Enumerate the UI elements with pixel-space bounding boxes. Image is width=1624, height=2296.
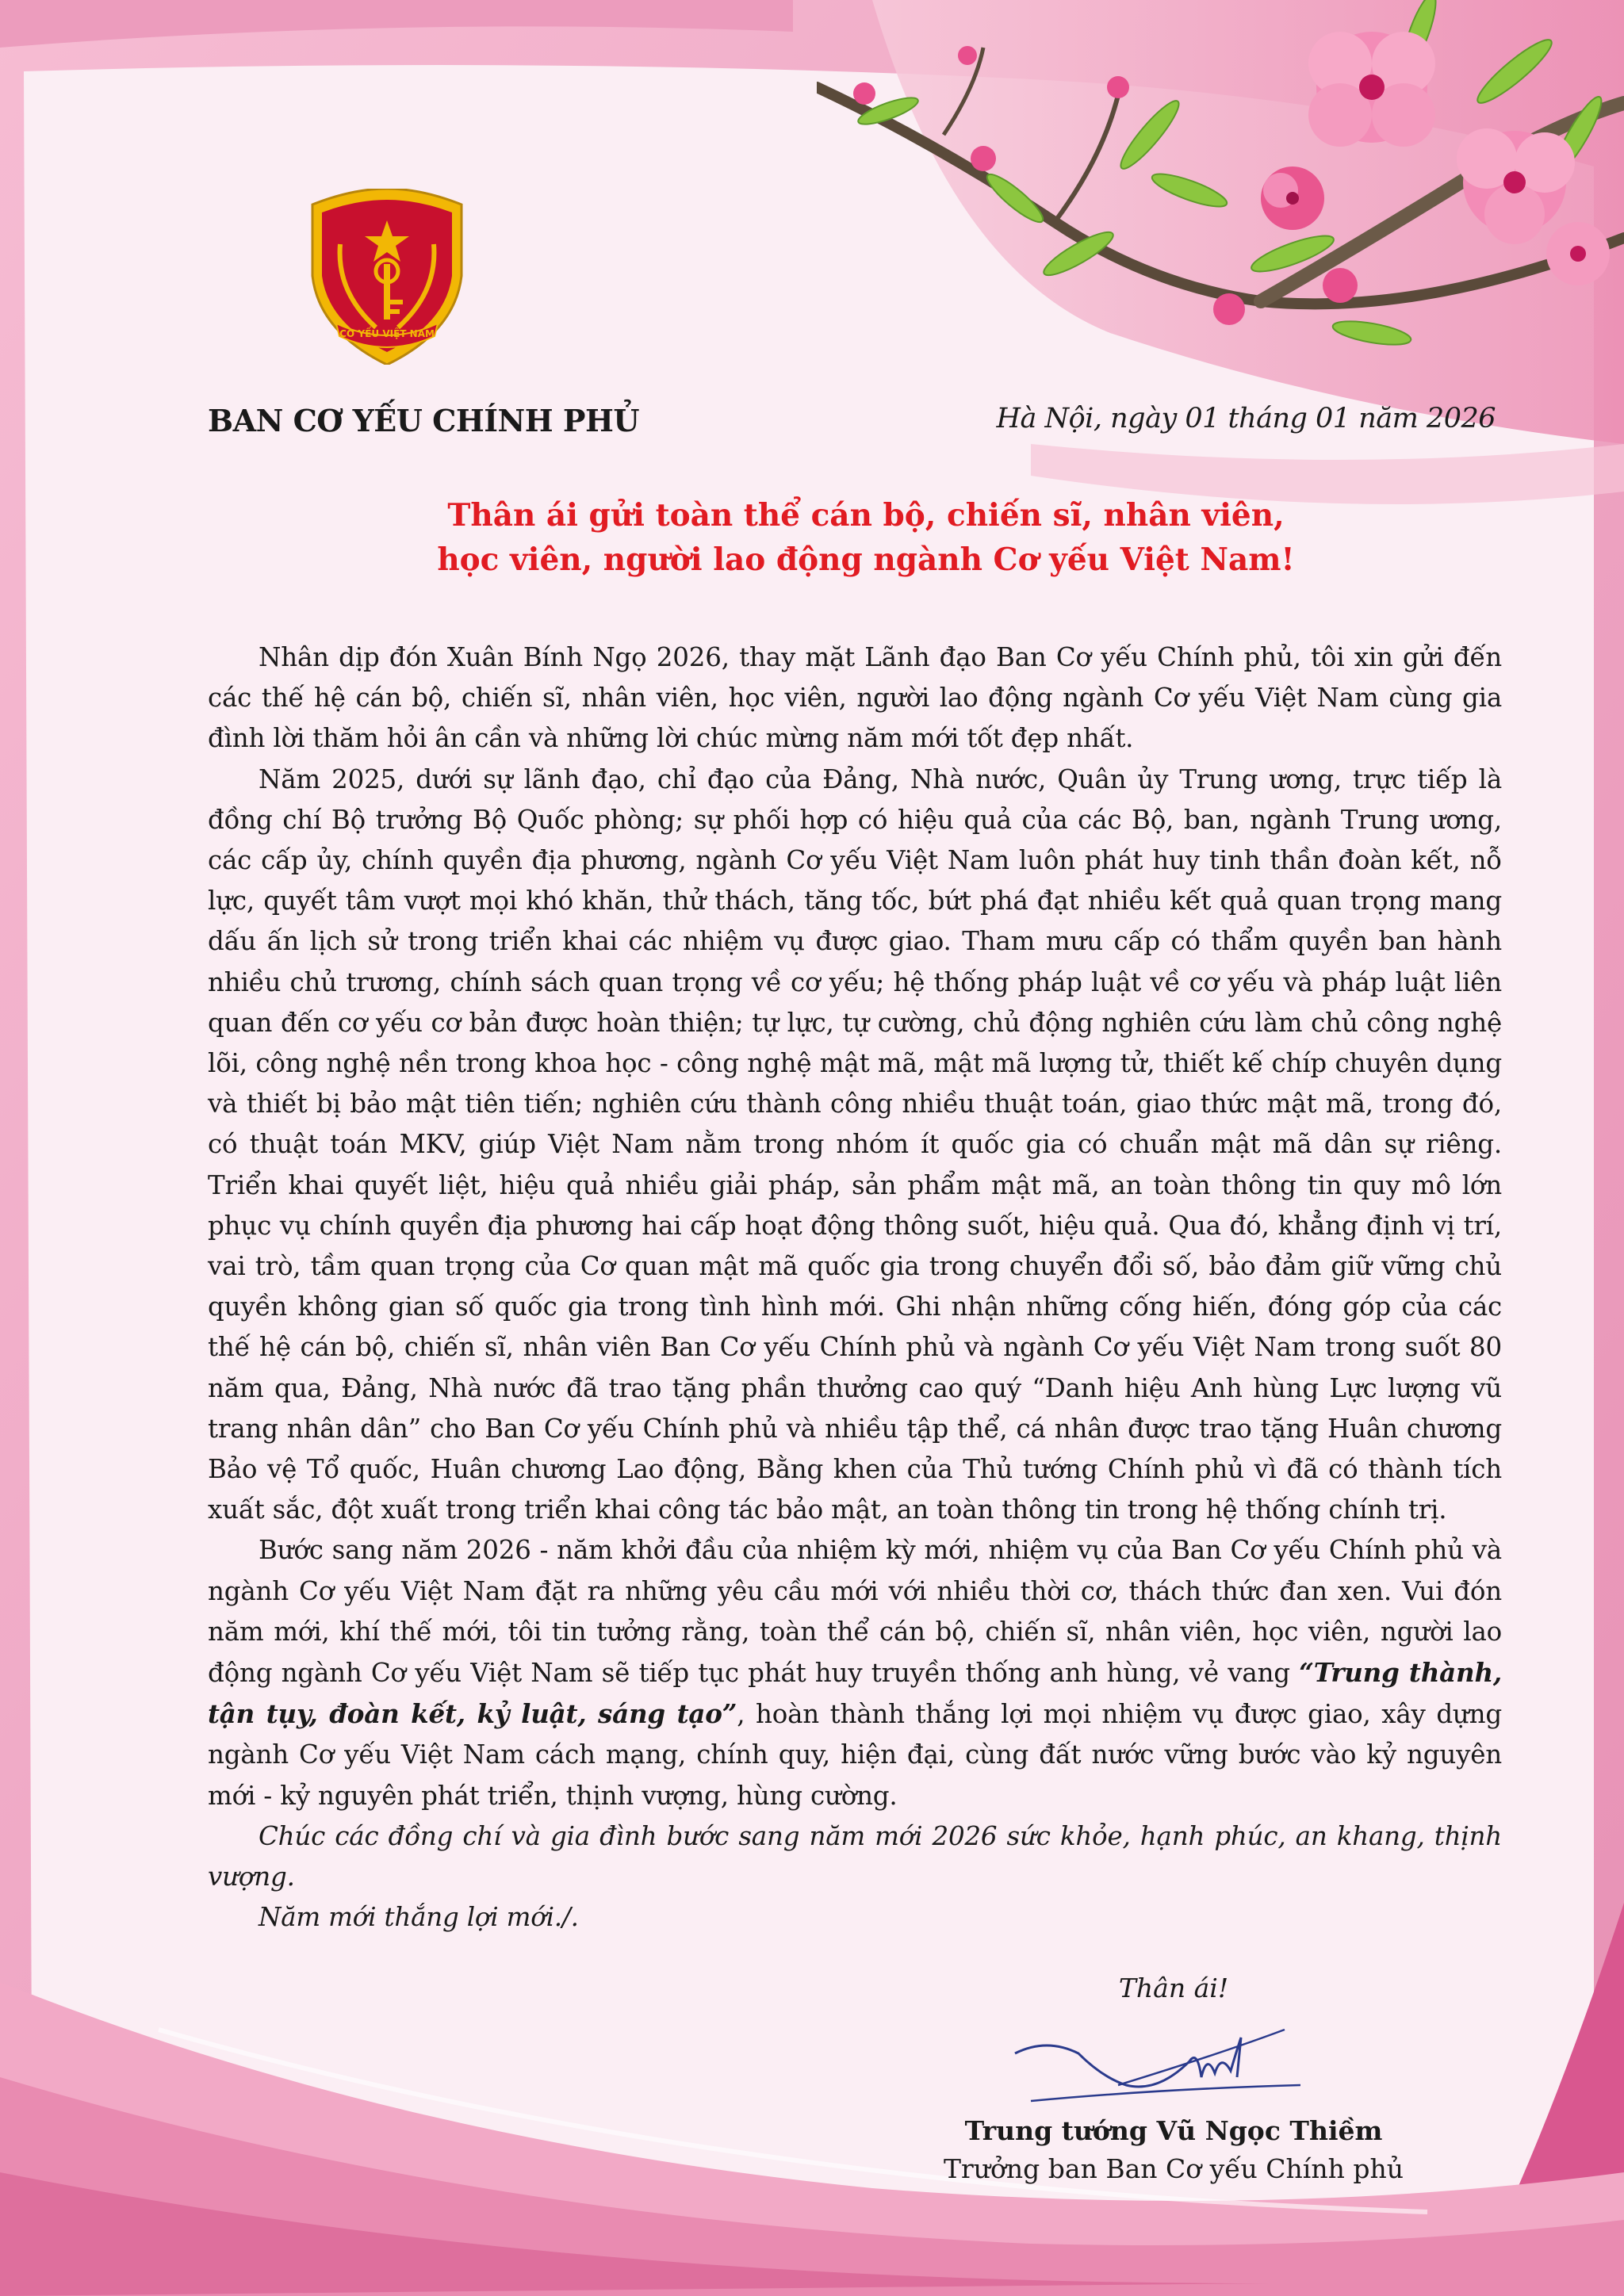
paragraph-closing-wish: Năm mới thắng lợi mới./.	[259, 1902, 579, 1933]
paragraph-wishes: Chúc các đồng chí và gia đình bước sang năm mới 2026 sức khỏe, hạnh phúc, an khang, thịnh vượng.	[208, 1820, 1502, 1892]
signer-name: Trung tướng Vũ Ngọc Thiềm	[964, 2115, 1383, 2146]
greeting-heading	[208, 493, 1524, 582]
signer-title: Trưởng ban Ban Cơ yếu Chính phủ	[944, 2153, 1404, 2184]
paragraph-3	[208, 1530, 1502, 1816]
paragraph-1: Nhân dịp đón Xuân Bính Ngọ 2026, thay mặt Lãnh đạo Ban Cơ yếu Chính phủ, tôi xin gửi đến các thế hệ cán bộ, chiến sĩ, nhân viên, học viên, người lao động ngành Cơ yếu Việt Nam cùng gia đình lời thăm hỏi ân cần và những lời chúc mừng năm mới tốt đẹp nhất.	[208, 642, 1502, 754]
closing-greeting: Thân ái!	[1118, 1973, 1229, 2003]
greeting-heading-line-1: Thân ái gửi toàn thể cán bộ, chiến sĩ, nhân viên,	[447, 497, 1285, 534]
letter-body	[208, 637, 1502, 1938]
peach-blossom-branch-icon	[817, 0, 1624, 373]
shield-emblem-icon	[304, 189, 469, 365]
org-name: BAN CƠ YẾU CHÍNH PHỦ	[208, 403, 640, 438]
date-line: Hà Nội, ngày 01 tháng 01 năm 2026	[996, 403, 1496, 434]
handwritten-signature-icon	[999, 2006, 1356, 2109]
motto: “Trung thành, tận tụy, đoàn kết, kỷ luật, sáng tạo”	[208, 1657, 1502, 1730]
paragraph-3-text-b: , hoàn thành thắng lợi mọi nhiệm vụ được giao, xây dựng ngành Cơ yếu Việt Nam cách mạng, chính quy, hiện đại, cùng đất nước vững bước vào kỷ nguyên mới - kỷ nguyên phát triển, thịnh vượng, hùng cường.	[208, 1699, 1503, 1811]
emblem	[304, 189, 469, 365]
paragraph-3-text-a: Bước sang năm 2026 - năm khởi đầu của nhiệm kỳ mới, nhiệm vụ của Ban Cơ yếu Chính phủ và ngành Cơ yếu Việt Nam đặt ra những yêu cầu mới với nhiều thời cơ, thách thức đan xen. Vui đón năm mới, khí thế mới, tôi tin tưởng rằng, toàn thể cán bộ, chiến sĩ, nhân viên, học viên, người lao động ngành Cơ yếu Việt Nam sẽ tiếp tục phát huy truyền thống anh hùng, vẻ vang	[208, 1535, 1502, 1689]
greeting-heading-line-2: học viên, người lao động ngành Cơ yếu Việt Nam!	[437, 541, 1295, 578]
paragraph-2: Năm 2025, dưới sự lãnh đạo, chỉ đạo của Đảng, Nhà nước, Quân ủy Trung ương, trực tiếp là đồng chí Bộ trưởng Bộ Quốc phòng; sự phối hợp có hiệu quả của các Bộ, ban, ngành Trung ương, các cấp ủy, chính quyền địa phương, ngành Cơ yếu Việt Nam luôn phát huy tinh thần đoàn kết, nỗ lực, quyết tâm vượt mọi khó khăn, thử thách, tăng tốc, bứt phá đạt nhiều kết quả quan trọng mang dấu ấn lịch sử trong triển khai các nhiệm vụ được giao. Tham mưu cấp có thẩm quyền ban hành nhiều chủ trương, chính sách quan trọng về cơ yếu; hệ thống pháp luật về cơ yếu và pháp luật liên quan đến cơ yếu cơ bản được hoàn thiện; tự lực, tự cường, chủ động nghiên cứu làm chủ công nghệ lõi, công nghệ nền trong khoa học - công nghệ mật mã, mật mã lượng tử, thiết kế chíp chuyên dụng và thiết bị bảo mật tiên tiến; nghiên cứu thành công nhiều thuật toán, giao thức mật mã, trong đó, có thuật toán MKV, giúp Việt Nam nằm trong nhóm ít quốc gia có chuẩn mật mã dân sự riêng. Triển khai quyết liệt, hiệu quả nhiều giải pháp, sản phẩm mật mã, an toàn thông tin quy mô lớn phục vụ chính quyền địa phương hai cấp hoạt động thông suốt, hiệu quả. Qua đó, khẳng định vị trí, vai trò, tầm quan trọng của Cơ quan mật mã quốc gia trong chuyển đổi số, bảo đảm giữ vững chủ quyền không gian số quốc gia trong tình hình mới. Ghi nhận những cống hiến, đóng góp của các thế hệ cán bộ, chiến sĩ, nhân viên Ban Cơ yếu Chính phủ và ngành Cơ yếu Việt Nam trong suốt 80 năm qua, Đảng, Nhà nước đã trao tặng phần thưởng cao quý “Danh hiệu Anh hùng Lực lượng vũ trang nhân dân” cho Ban Cơ yếu Chính phủ và nhiều tập thể, cá nhân được trao tặng Huân chương Bảo vệ Tổ quốc, Huân chương Lao động, Bằng khen của Thủ tướng Chính phủ vì đã có thành tích xuất sắc, đột xuất trong triển khai công tác bảo mật, an toàn thông tin trong hệ thống chính trị.	[208, 763, 1502, 1525]
svg-text:CƠ YẾU VIỆT NAM: CƠ YẾU VIỆT NAM	[339, 328, 435, 339]
